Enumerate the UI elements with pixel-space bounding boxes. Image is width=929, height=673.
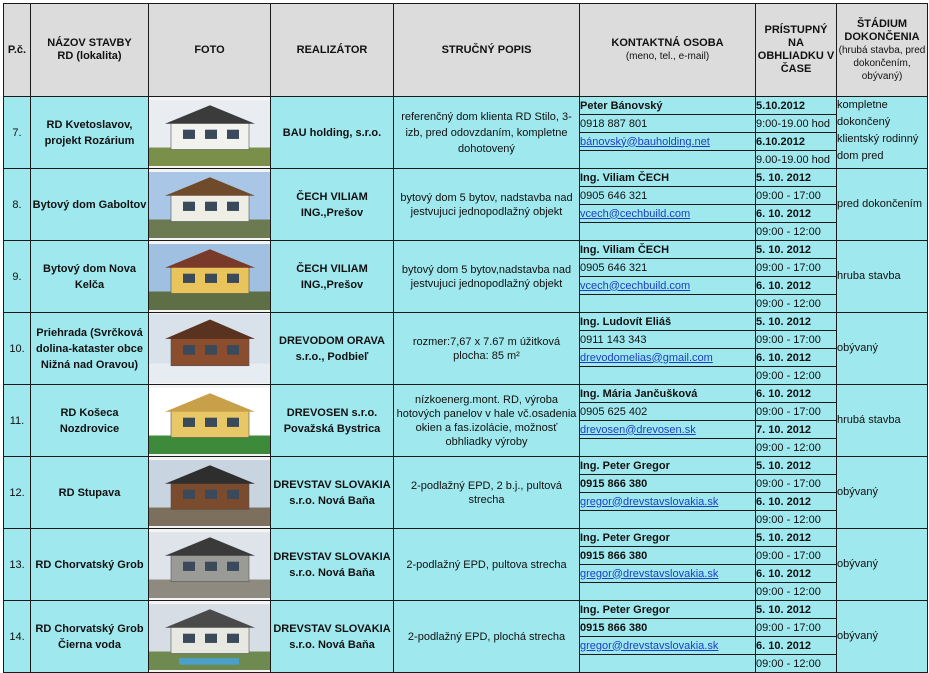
contact-phone: 0918 887 801 <box>580 115 756 133</box>
visit-time-1: 09:00 - 17:00 <box>756 403 837 421</box>
completion-stage-line: obývaný <box>837 630 878 642</box>
house-photo <box>149 532 270 598</box>
completion-stage-line: kompletne <box>837 99 888 111</box>
header-pristupny: PRÍSTUPNÝ NA OBHLIADKU V ČASE <box>756 4 837 97</box>
completion-stage-line: obývaný <box>837 486 878 498</box>
completion-stage-line: pred dokončením <box>837 198 922 210</box>
house-photo-cell <box>149 457 271 529</box>
row-number: 9. <box>4 241 31 313</box>
contact-email-cell <box>580 133 756 151</box>
listing-table <box>3 3 928 673</box>
contact-email-link[interactable]: gregor@drevstavslovakia.sk <box>580 639 719 652</box>
contact-name: Ing. Mária Jančušková <box>580 385 756 403</box>
completion-stage-line: obývaný <box>837 558 878 570</box>
header-stadium: ŠTÁDIUM DOKONČENIA (hrubá stavba, pred dokončením, obývaný) <box>837 4 928 97</box>
contact-email-link[interactable]: vcech@cechbuild.com <box>580 279 691 292</box>
completion-stage-line: obývaný <box>837 342 878 354</box>
short-description: 2-podlažný EPD, 2 b.j., pultová strecha <box>394 457 580 529</box>
house-photo <box>149 388 270 454</box>
visit-date-2: 6. 10. 2012 <box>756 637 837 655</box>
building-name: RD Chorvatský Grob Čierna voda <box>31 601 149 673</box>
contact-email-link[interactable]: gregor@drevstavslovakia.sk <box>580 495 719 508</box>
contact-phone: 0915 866 380 <box>580 619 756 637</box>
visit-time-2: 09:00 - 12:00 <box>756 655 837 673</box>
row-number: 11. <box>4 385 31 457</box>
visit-date-1: 5. 10. 2012 <box>756 529 837 547</box>
visit-time-2: 09:00 - 12:00 <box>756 295 837 313</box>
contact-phone: 0911 143 343 <box>580 331 756 349</box>
visit-time-1: 09:00 - 17:00 <box>756 259 837 277</box>
row-number: 7. <box>4 97 31 169</box>
contact-email-cell <box>580 421 756 439</box>
visit-time-2: 09:00 - 12:00 <box>756 583 837 601</box>
contact-name: Ing. Viliam ČECH <box>580 241 756 259</box>
contact-name: Ing. Ludovít Eliáš <box>580 313 756 331</box>
contact-name: Ing. Peter Gregor <box>580 529 756 547</box>
visit-time-1: 9:00-19.00 hod <box>756 115 837 133</box>
visit-date-1: 6. 10. 2012 <box>756 385 837 403</box>
contractor: DREVOSEN s.r.o. Považská Bystrica <box>271 385 394 457</box>
visit-time-1: 09:00 - 17:00 <box>756 187 837 205</box>
completion-stage <box>837 313 928 385</box>
short-description: referenčný dom klienta RD Stilo, 3-izb, pred odovzdaním, kompletne dohotovený <box>394 97 580 169</box>
contact-phone: 0915 866 380 <box>580 547 756 565</box>
header-realizator: REALIZÁTOR <box>271 4 394 97</box>
short-description: bytový dom 5 bytov, nadstavba nad jestvujuci jednopodlažný objekt <box>394 169 580 241</box>
visit-date-1: 5.10.2012 <box>756 97 837 115</box>
building-name: Priehrada (Svrčková dolina-kataster obce Nižná nad Oravou) <box>31 313 149 385</box>
contact-email-link[interactable]: drevodomelias@gmail.com <box>580 351 713 364</box>
house-photo-cell <box>149 529 271 601</box>
contact-empty <box>580 295 756 313</box>
contact-empty <box>580 223 756 241</box>
house-photo-cell <box>149 97 271 169</box>
table-row <box>4 457 928 475</box>
contact-phone: 0905 625 402 <box>580 403 756 421</box>
visit-date-2: 6. 10. 2012 <box>756 277 837 295</box>
row-number: 14. <box>4 601 31 673</box>
contact-name: Ing. Peter Gregor <box>580 601 756 619</box>
completion-stage-line: dokončený <box>837 116 891 128</box>
header-name: NÁZOV STAVBY RD (lokalita) <box>31 4 149 97</box>
table-row <box>4 601 928 619</box>
completion-stage-line: dom pred <box>837 150 884 162</box>
contact-email-cell <box>580 205 756 223</box>
short-description: 2-podlažný EPD, plochá strecha <box>394 601 580 673</box>
header-popis: STRUČNÝ POPIS <box>394 4 580 97</box>
row-number: 10. <box>4 313 31 385</box>
contact-phone: 0905 646 321 <box>580 259 756 277</box>
contact-email-cell <box>580 565 756 583</box>
contact-name: Ing. Peter Gregor <box>580 457 756 475</box>
completion-stage <box>837 97 928 169</box>
house-photo-cell <box>149 241 271 313</box>
completion-stage-line: klientský rodinný <box>837 133 919 145</box>
house-photo <box>149 604 270 670</box>
completion-stage <box>837 529 928 601</box>
row-number: 13. <box>4 529 31 601</box>
completion-stage <box>837 457 928 529</box>
contractor: ČECH VILIAM ING.,Prešov <box>271 169 394 241</box>
header-kontakt: KONTAKTNÁ OSOBA (meno, tel., e-mail) <box>580 4 756 97</box>
house-photo-cell <box>149 385 271 457</box>
completion-stage-line: hrubá stavba <box>837 414 901 426</box>
visit-date-2: 6. 10. 2012 <box>756 565 837 583</box>
building-name: RD Košeca Nozdrovice <box>31 385 149 457</box>
short-description: nízkoenerg.mont. RD, výroba hotových panelov v hale vč.osadenia okien a fas.izolácie, možnosť obhliadky výroby <box>394 385 580 457</box>
house-photo <box>149 314 270 383</box>
house-photo <box>149 460 270 526</box>
contact-empty <box>580 367 756 385</box>
contractor: DREVSTAV SLOVAKIA s.r.o. Nová Baňa <box>271 529 394 601</box>
contractor: DREVSTAV SLOVAKIA s.r.o. Nová Baňa <box>271 457 394 529</box>
visit-date-2: 6. 10. 2012 <box>756 493 837 511</box>
visit-date-1: 5. 10. 2012 <box>756 241 837 259</box>
contractor: DREVODOM ORAVA s.r.o., Podbieľ <box>271 313 394 385</box>
completion-stage <box>837 169 928 241</box>
building-name: RD Chorvatský Grob <box>31 529 149 601</box>
building-name: RD Stupava <box>31 457 149 529</box>
contact-email-cell <box>580 277 756 295</box>
contractor: ČECH VILIAM ING.,Prešov <box>271 241 394 313</box>
visit-time-1: 09:00 - 17:00 <box>756 619 837 637</box>
short-description: rozmer:7,67 x 7.67 m úžitková plocha: 85 m² <box>394 313 580 385</box>
house-photo-cell <box>149 313 271 385</box>
house-photo-cell <box>149 169 271 241</box>
visit-date-1: 5. 10. 2012 <box>756 313 837 331</box>
contact-name: Ing. Viliam ČECH <box>580 169 756 187</box>
visit-date-2: 7. 10. 2012 <box>756 421 837 439</box>
contact-name: Peter Bánovský <box>580 97 756 115</box>
table-row <box>4 97 928 115</box>
table-row <box>4 385 928 403</box>
table-row <box>4 169 928 187</box>
visit-time-1: 09:00 - 17:00 <box>756 475 837 493</box>
contact-email-cell <box>580 637 756 655</box>
header-row <box>4 4 928 97</box>
contact-email-link[interactable]: gregor@drevstavslovakia.sk <box>580 567 719 580</box>
contact-empty <box>580 583 756 601</box>
contact-email-link[interactable]: bánovský@bauholding.net <box>580 135 710 148</box>
row-number: 8. <box>4 169 31 241</box>
house-photo <box>149 244 270 310</box>
visit-date-1: 5. 10. 2012 <box>756 601 837 619</box>
contact-phone: 0915 866 380 <box>580 475 756 493</box>
house-photo-cell <box>149 601 271 673</box>
contact-email-link[interactable]: vcech@cechbuild.com <box>580 207 691 220</box>
visit-time-2: 09:00 - 12:00 <box>756 367 837 385</box>
header-pc: P.č. <box>4 4 31 97</box>
contact-email-cell <box>580 349 756 367</box>
contractor: DREVSTAV SLOVAKIA s.r.o. Nová Baňa <box>271 601 394 673</box>
visit-date-1: 5. 10. 2012 <box>756 169 837 187</box>
building-name: Bytový dom Nova Kelča <box>31 241 149 313</box>
house-photo <box>149 172 270 238</box>
contact-empty <box>580 511 756 529</box>
visit-time-1: 09:00 - 17:00 <box>756 331 837 349</box>
visit-time-1: 09:00 - 17:00 <box>756 547 837 565</box>
visit-date-1: 5. 10. 2012 <box>756 457 837 475</box>
short-description: 2-podlažný EPD, pultova strecha <box>394 529 580 601</box>
contractor: BAU holding, s.r.o. <box>271 97 394 169</box>
building-name: RD Kvetoslavov, projekt Rozárium <box>31 97 149 169</box>
visit-time-2: 9.00-19.00 hod <box>756 151 837 169</box>
contact-email-link[interactable]: drevosen@drevosen.sk <box>580 423 696 436</box>
row-number: 12. <box>4 457 31 529</box>
visit-date-2: 6.10.2012 <box>756 133 837 151</box>
table-row <box>4 313 928 331</box>
contact-empty <box>580 439 756 457</box>
visit-time-2: 09:00 - 12:00 <box>756 511 837 529</box>
contact-empty <box>580 151 756 169</box>
header-foto: FOTO <box>149 4 271 97</box>
contact-email-cell <box>580 493 756 511</box>
completion-stage <box>837 385 928 457</box>
visit-date-2: 6. 10. 2012 <box>756 349 837 367</box>
visit-time-2: 09:00 - 12:00 <box>756 223 837 241</box>
short-description: bytový dom 5 bytov,nadstavba nad jestvujuci jednopodlažný objekt <box>394 241 580 313</box>
table-row <box>4 241 928 259</box>
completion-stage-line: hruba stavba <box>837 270 901 282</box>
visit-time-2: 09:00 - 12:00 <box>756 439 837 457</box>
contact-empty <box>580 655 756 673</box>
building-name: Bytový dom Gaboltov <box>31 169 149 241</box>
visit-date-2: 6. 10. 2012 <box>756 205 837 223</box>
contact-phone: 0905 646 321 <box>580 187 756 205</box>
completion-stage <box>837 601 928 673</box>
completion-stage <box>837 241 928 313</box>
house-photo <box>149 100 270 166</box>
table-row <box>4 529 928 547</box>
